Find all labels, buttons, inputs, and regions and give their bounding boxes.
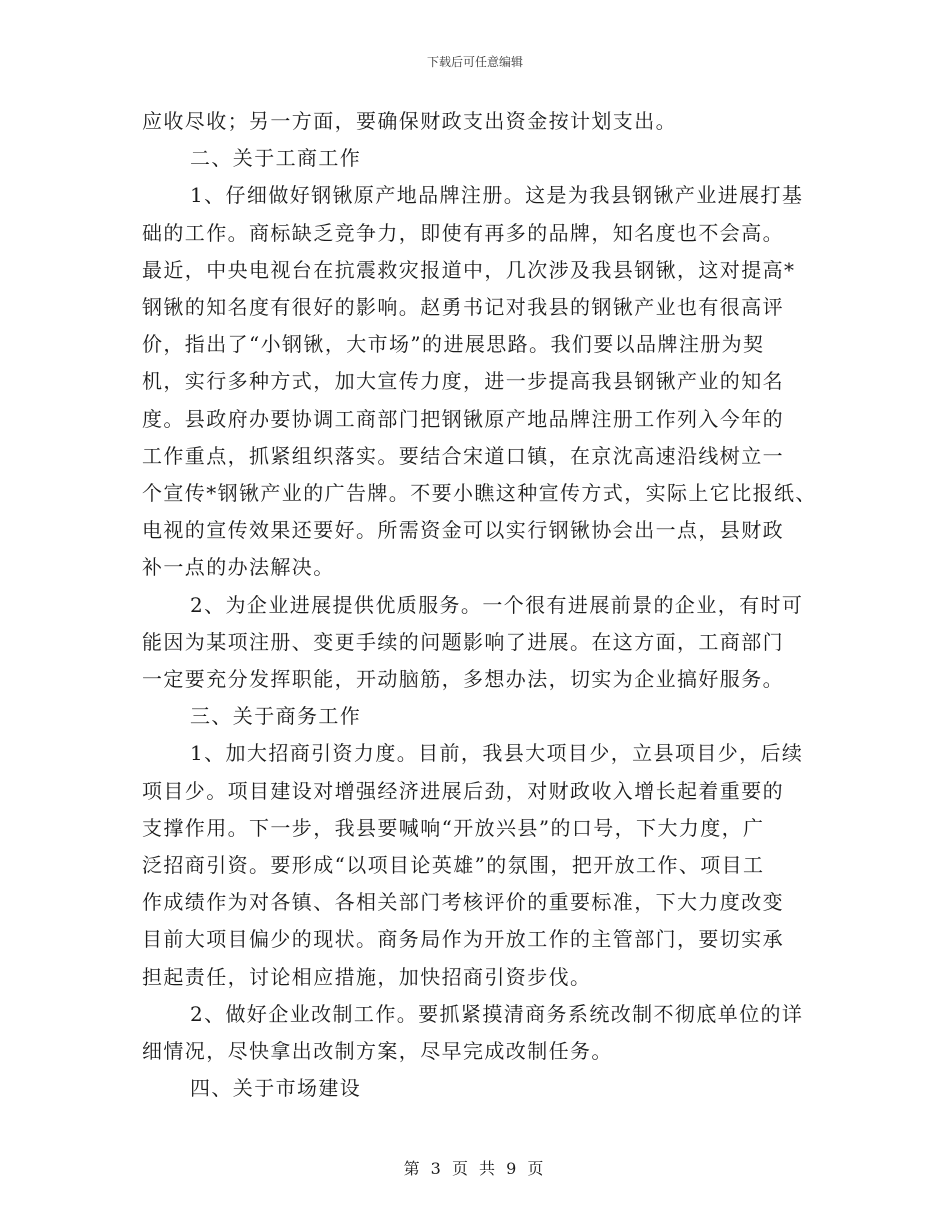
text-line: 电视的宣传效果还要好。所需资金可以实行钢锹协会出一点，县财政: [142, 518, 784, 543]
page-footer: 第 3 页 共 9 页: [403, 1159, 547, 1178]
text-line: 2、做好企业改制工作。要抓紧摸清商务系统改制不彻底单位的详: [190, 1001, 804, 1026]
text-line: 个宣传*钢锹产业的广告牌。不要小瞧这种宣传方式，实际上它比报纸、: [142, 481, 817, 505]
text-line: 二、关于工商工作: [190, 146, 362, 171]
text-line: 钢锹的知名度有很好的影响。赵勇书记对我县的钢锹产业也有很高评: [142, 295, 784, 319]
text-line: 一定要充分发挥职能，开动脑筋，多想办法，切实为企业搞好服务。: [142, 667, 784, 691]
text-line: 工作重点，抓紧组织落实。要结合宋道口镇，在京沈高速沿线树立一: [142, 443, 784, 468]
text-line: 2、为企业进展提供优质服务。一个很有进展前景的企业，有时可: [190, 592, 804, 617]
text-line: 能因为某项注册、变更手续的问题影响了进展。在这方面，工商部门: [142, 629, 784, 654]
text-line: 最近，中央电视台在抗震救灾报道中，几次涉及我县钢锹，这对提高*: [142, 257, 796, 282]
text-line: 1、仔细做好钢锹原产地品牌注册。这是为我县钢锹产业进展打基: [190, 183, 804, 208]
text-line: 泛招商引资。要形成“以项目论英雄”的氛围，把开放工作、项目工: [142, 853, 765, 877]
page-header: 下载后可任意编辑: [426, 55, 523, 69]
text-line: 担起责任，讨论相应措施，加快招商引资步伐。: [142, 964, 592, 989]
text-line: 础的工作。商标缺乏竞争力，即使有再多的品牌，知名度也不会高。: [142, 220, 784, 245]
text-line: 作成绩作为对各镇、各相关部门考核评价的重要标准，下大力度改变: [142, 890, 784, 915]
text-line: 项目少。项目建设对增强经济进展后劲，对财政收入增长起着重要的: [142, 778, 784, 803]
text-line: 补一点的办法解决。: [142, 555, 335, 580]
text-line: 三、关于商务工作: [190, 704, 362, 729]
text-line: 四、关于市场建设: [190, 1076, 362, 1101]
text-line: 度。县政府办要协调工商部门把钢锹原产地品牌注册工作列入今年的: [142, 406, 784, 431]
text-line: 应收尽收；另一方面，要确保财政支出资金按计划支出。: [142, 109, 677, 133]
text-line: 支撑作用。下一步，我县要喊响“开放兴县”的口号，下大力度，广: [142, 815, 765, 840]
text-line: 1、加大招商引资力度。目前，我县大项目少，立县项目少，后续: [190, 741, 804, 766]
text-line: 目前大项目偏少的现状。商务局作为开放工作的主管部门，要切实承: [142, 927, 784, 952]
text-line: 价，指出了“小钢锹，大市场”的进展思路。我们要以品牌注册为契: [142, 332, 765, 357]
text-line: 机，实行多种方式，加大宣传力度，进一步提高我县钢锹产业的知名: [142, 369, 784, 394]
text-line: 细情况，尽快拿出改制方案，尽早完成改制任务。: [142, 1039, 613, 1063]
